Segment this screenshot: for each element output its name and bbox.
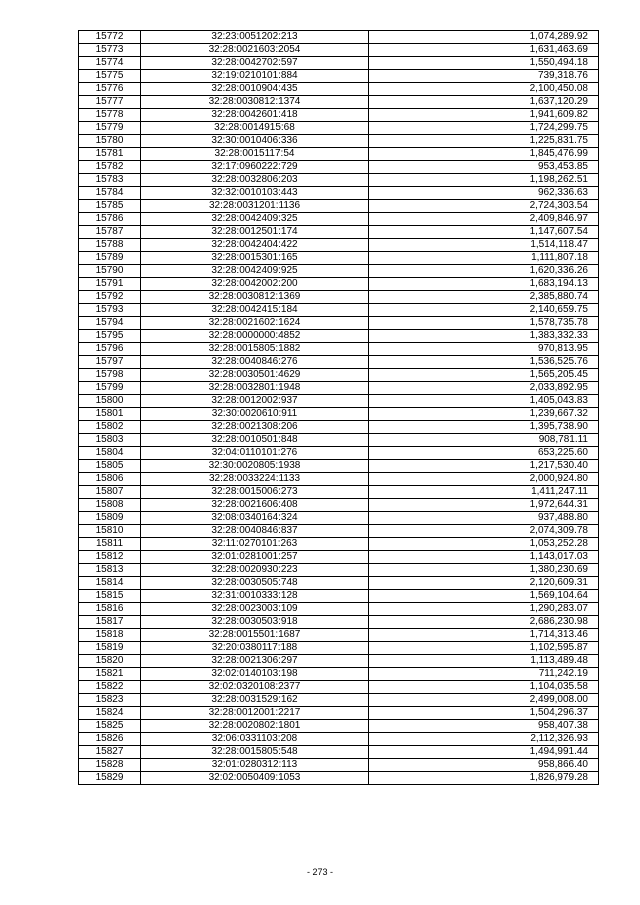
record-number-cell: 15801	[79, 408, 141, 421]
cadastral-number-cell: 32:28:0021606:408	[141, 499, 369, 512]
record-number-cell: 15794	[79, 317, 141, 330]
table-row	[79, 525, 599, 538]
amount-cell: 1,578,735.78	[369, 317, 599, 330]
amount-cell: 1,631,463.69	[369, 44, 599, 57]
cadastral-number-cell: 32:28:0015301:165	[141, 252, 369, 265]
cadastral-number-cell: 32:28:0032806:203	[141, 174, 369, 187]
table-row	[79, 226, 599, 239]
cadastral-number-cell: 32:28:0010904:435	[141, 83, 369, 96]
table-row	[79, 447, 599, 460]
table-row	[79, 434, 599, 447]
amount-cell: 1,102,595.87	[369, 642, 599, 655]
amount-cell: 1,504,296.37	[369, 707, 599, 720]
amount-cell: 1,290,283.07	[369, 603, 599, 616]
table-row	[79, 577, 599, 590]
cadastral-number-cell: 32:30:0020610:911	[141, 408, 369, 421]
cadastral-number-cell: 32:04:0110101:276	[141, 447, 369, 460]
table-row	[79, 642, 599, 655]
cadastral-number-cell: 32:28:0042409:325	[141, 213, 369, 226]
cadastral-number-cell: 32:28:0012001:2217	[141, 707, 369, 720]
record-number-cell: 15807	[79, 486, 141, 499]
record-number-cell: 15813	[79, 564, 141, 577]
cadastral-number-cell: 32:28:0032801:1948	[141, 382, 369, 395]
record-number-cell: 15795	[79, 330, 141, 343]
amount-cell: 1,683,194.13	[369, 278, 599, 291]
amount-cell: 1,143,017.03	[369, 551, 599, 564]
amount-cell: 1,147,607.54	[369, 226, 599, 239]
cadastral-number-cell: 32:28:0012002:937	[141, 395, 369, 408]
cadastral-number-cell: 32:28:0033224:1133	[141, 473, 369, 486]
amount-cell: 1,550,494.18	[369, 57, 599, 70]
record-number-cell: 15810	[79, 525, 141, 538]
record-number-cell: 15797	[79, 356, 141, 369]
record-number-cell: 15814	[79, 577, 141, 590]
table-row	[79, 213, 599, 226]
table-row	[79, 122, 599, 135]
records-table	[78, 30, 599, 785]
amount-cell: 970,813.95	[369, 343, 599, 356]
amount-cell: 1,383,332.33	[369, 330, 599, 343]
record-number-cell: 15815	[79, 590, 141, 603]
record-number-cell: 15775	[79, 70, 141, 83]
table-row	[79, 265, 599, 278]
table-row	[79, 304, 599, 317]
record-number-cell: 15822	[79, 681, 141, 694]
amount-cell: 1,053,252.28	[369, 538, 599, 551]
cadastral-number-cell: 32:28:0015501:1687	[141, 629, 369, 642]
amount-cell: 2,000,924.80	[369, 473, 599, 486]
cadastral-number-cell: 32:28:0014915:68	[141, 122, 369, 135]
cadastral-number-cell: 32:28:0010501:848	[141, 434, 369, 447]
record-number-cell: 15829	[79, 772, 141, 785]
table-row	[79, 668, 599, 681]
cadastral-number-cell: 32:28:0042601:418	[141, 109, 369, 122]
amount-cell: 711,242.19	[369, 668, 599, 681]
cadastral-number-cell: 32:28:0042002:200	[141, 278, 369, 291]
cadastral-number-cell: 32:02:0050409:1053	[141, 772, 369, 785]
record-number-cell: 15820	[79, 655, 141, 668]
table-row	[79, 551, 599, 564]
table-row	[79, 408, 599, 421]
table-row	[79, 291, 599, 304]
record-number-cell: 15804	[79, 447, 141, 460]
table-row	[79, 512, 599, 525]
amount-cell: 1,494,991.44	[369, 746, 599, 759]
record-number-cell: 15824	[79, 707, 141, 720]
record-number-cell: 15817	[79, 616, 141, 629]
table-row	[79, 733, 599, 746]
amount-cell: 1,113,489.48	[369, 655, 599, 668]
record-number-cell: 15798	[79, 369, 141, 382]
record-number-cell: 15805	[79, 460, 141, 473]
amount-cell: 958,866.40	[369, 759, 599, 772]
cadastral-number-cell: 32:02:0140103:198	[141, 668, 369, 681]
amount-cell: 1,514,118.47	[369, 239, 599, 252]
cadastral-number-cell: 32:28:0031201:1136	[141, 200, 369, 213]
record-number-cell: 15783	[79, 174, 141, 187]
table-row	[79, 772, 599, 785]
amount-cell: 1,380,230.69	[369, 564, 599, 577]
record-number-cell: 15788	[79, 239, 141, 252]
table-row	[79, 252, 599, 265]
table-row	[79, 343, 599, 356]
amount-cell: 937,488.80	[369, 512, 599, 525]
record-number-cell: 15777	[79, 96, 141, 109]
table-row	[79, 382, 599, 395]
amount-cell: 962,336.63	[369, 187, 599, 200]
amount-cell: 653,225.60	[369, 447, 599, 460]
cadastral-number-cell: 32:01:0280312:113	[141, 759, 369, 772]
amount-cell: 1,104,035.58	[369, 681, 599, 694]
record-number-cell: 15780	[79, 135, 141, 148]
record-number-cell: 15773	[79, 44, 141, 57]
table-row	[79, 473, 599, 486]
amount-cell: 2,686,230.98	[369, 616, 599, 629]
table-row	[79, 174, 599, 187]
cadastral-number-cell: 32:08:0340164:324	[141, 512, 369, 525]
amount-cell: 2,120,609.31	[369, 577, 599, 590]
amount-cell: 739,318.76	[369, 70, 599, 83]
amount-cell: 2,100,450.08	[369, 83, 599, 96]
cadastral-number-cell: 32:30:0020805:1938	[141, 460, 369, 473]
record-number-cell: 15825	[79, 720, 141, 733]
cadastral-number-cell: 32:01:0281001:257	[141, 551, 369, 564]
record-number-cell: 15776	[79, 83, 141, 96]
cadastral-number-cell: 32:11:0270101:263	[141, 538, 369, 551]
amount-cell: 1,845,476.99	[369, 148, 599, 161]
record-number-cell: 15806	[79, 473, 141, 486]
record-number-cell: 15800	[79, 395, 141, 408]
record-number-cell: 15791	[79, 278, 141, 291]
amount-cell: 1,536,525.76	[369, 356, 599, 369]
table-row	[79, 629, 599, 642]
cadastral-number-cell: 32:28:0030503:918	[141, 616, 369, 629]
record-number-cell: 15827	[79, 746, 141, 759]
record-number-cell: 15823	[79, 694, 141, 707]
table-row	[79, 590, 599, 603]
record-number-cell: 15787	[79, 226, 141, 239]
table-row	[79, 135, 599, 148]
record-number-cell: 15782	[79, 161, 141, 174]
table-row	[79, 200, 599, 213]
record-number-cell: 15803	[79, 434, 141, 447]
amount-cell: 2,074,309.78	[369, 525, 599, 538]
record-number-cell: 15808	[79, 499, 141, 512]
cadastral-number-cell: 32:28:0021306:297	[141, 655, 369, 668]
table-row	[79, 616, 599, 629]
record-number-cell: 15796	[79, 343, 141, 356]
table-row	[79, 538, 599, 551]
amount-cell: 2,499,008.00	[369, 694, 599, 707]
amount-cell: 1,198,262.51	[369, 174, 599, 187]
amount-cell: 1,074,289.92	[369, 31, 599, 44]
table-row	[79, 148, 599, 161]
cadastral-number-cell: 32:28:0030501:4629	[141, 369, 369, 382]
table-row	[79, 603, 599, 616]
amount-cell: 1,569,104.64	[369, 590, 599, 603]
record-number-cell: 15818	[79, 629, 141, 642]
cadastral-number-cell: 32:28:0030812:1369	[141, 291, 369, 304]
record-number-cell: 15793	[79, 304, 141, 317]
page-number: - 273 -	[306, 867, 333, 877]
table-row	[79, 109, 599, 122]
table-row	[79, 707, 599, 720]
record-number-cell: 15819	[79, 642, 141, 655]
cadastral-number-cell: 32:28:0040846:276	[141, 356, 369, 369]
table-row	[79, 330, 599, 343]
record-number-cell: 15809	[79, 512, 141, 525]
table-row	[79, 564, 599, 577]
cadastral-number-cell: 32:28:0042409:925	[141, 265, 369, 278]
record-number-cell: 15785	[79, 200, 141, 213]
record-number-cell: 15774	[79, 57, 141, 70]
cadastral-number-cell: 32:06:0331103:208	[141, 733, 369, 746]
amount-cell: 2,033,892.95	[369, 382, 599, 395]
cadastral-number-cell: 32:28:0031529:162	[141, 694, 369, 707]
record-number-cell: 15799	[79, 382, 141, 395]
cadastral-number-cell: 32:28:0012501:174	[141, 226, 369, 239]
cadastral-number-cell: 32:19:0210101:884	[141, 70, 369, 83]
table-row	[79, 499, 599, 512]
amount-cell: 1,405,043.83	[369, 395, 599, 408]
amount-cell: 2,140,659.75	[369, 304, 599, 317]
record-number-cell: 15779	[79, 122, 141, 135]
cadastral-number-cell: 32:17:0960222:729	[141, 161, 369, 174]
table-row	[79, 486, 599, 499]
table-row	[79, 356, 599, 369]
amount-cell: 1,217,530.40	[369, 460, 599, 473]
cadastral-number-cell: 32:28:0000000:4852	[141, 330, 369, 343]
cadastral-number-cell: 32:28:0030505:748	[141, 577, 369, 590]
table-row	[79, 681, 599, 694]
table-row	[79, 31, 599, 44]
amount-cell: 1,826,979.28	[369, 772, 599, 785]
table-row	[79, 655, 599, 668]
amount-cell: 1,225,831.75	[369, 135, 599, 148]
amount-cell: 2,385,880.74	[369, 291, 599, 304]
amount-cell: 2,724,303.54	[369, 200, 599, 213]
table-row	[79, 70, 599, 83]
amount-cell: 1,724,299.75	[369, 122, 599, 135]
amount-cell: 1,972,644.31	[369, 499, 599, 512]
cadastral-number-cell: 32:28:0015805:548	[141, 746, 369, 759]
amount-cell: 1,411,247.11	[369, 486, 599, 499]
amount-cell: 1,239,667.32	[369, 408, 599, 421]
table-row	[79, 44, 599, 57]
cadastral-number-cell: 32:28:0021308:206	[141, 421, 369, 434]
table-row	[79, 421, 599, 434]
cadastral-number-cell: 32:28:0042702:597	[141, 57, 369, 70]
cadastral-number-cell: 32:28:0015117:54	[141, 148, 369, 161]
record-number-cell: 15772	[79, 31, 141, 44]
table-row	[79, 57, 599, 70]
amount-cell: 1,111,807.18	[369, 252, 599, 265]
cadastral-number-cell: 32:28:0040846:837	[141, 525, 369, 538]
table-row	[79, 96, 599, 109]
table-row	[79, 460, 599, 473]
record-number-cell: 15786	[79, 213, 141, 226]
cadastral-number-cell: 32:30:0010406:336	[141, 135, 369, 148]
cadastral-number-cell: 32:23:0051202:213	[141, 31, 369, 44]
record-number-cell: 15826	[79, 733, 141, 746]
table-row	[79, 161, 599, 174]
cadastral-number-cell: 32:31:0010333:128	[141, 590, 369, 603]
record-number-cell: 15789	[79, 252, 141, 265]
record-number-cell: 15790	[79, 265, 141, 278]
cadastral-number-cell: 32:32:0010103:443	[141, 187, 369, 200]
cadastral-number-cell: 32:28:0030812:1374	[141, 96, 369, 109]
cadastral-number-cell: 32:02:0320108:2377	[141, 681, 369, 694]
record-number-cell: 15792	[79, 291, 141, 304]
record-number-cell: 15828	[79, 759, 141, 772]
cadastral-number-cell: 32:28:0021602:1624	[141, 317, 369, 330]
table-row	[79, 746, 599, 759]
table-row	[79, 395, 599, 408]
record-number-cell: 15802	[79, 421, 141, 434]
amount-cell: 1,637,120.29	[369, 96, 599, 109]
record-number-cell: 15784	[79, 187, 141, 200]
cadastral-number-cell: 32:28:0042415:184	[141, 304, 369, 317]
cadastral-number-cell: 32:28:0021603:2054	[141, 44, 369, 57]
cadastral-number-cell: 32:28:0015006:273	[141, 486, 369, 499]
amount-cell: 2,112,326.93	[369, 733, 599, 746]
record-number-cell: 15816	[79, 603, 141, 616]
amount-cell: 953,453.85	[369, 161, 599, 174]
record-number-cell: 15781	[79, 148, 141, 161]
record-number-cell: 15821	[79, 668, 141, 681]
amount-cell: 958,407.38	[369, 720, 599, 733]
record-number-cell: 15811	[79, 538, 141, 551]
table-row	[79, 694, 599, 707]
amount-cell: 1,620,336.26	[369, 265, 599, 278]
table-row	[79, 239, 599, 252]
cadastral-number-cell: 32:28:0020930:223	[141, 564, 369, 577]
amount-cell: 1,714,313.46	[369, 629, 599, 642]
record-number-cell: 15812	[79, 551, 141, 564]
cadastral-number-cell: 32:28:0020802:1801	[141, 720, 369, 733]
amount-cell: 1,395,738.90	[369, 421, 599, 434]
table-row	[79, 83, 599, 96]
amount-cell: 908,781.11	[369, 434, 599, 447]
amount-cell: 2,409,846.97	[369, 213, 599, 226]
record-number-cell: 15778	[79, 109, 141, 122]
cadastral-number-cell: 32:28:0015805:1882	[141, 343, 369, 356]
records-table-body	[79, 31, 599, 785]
table-row	[79, 369, 599, 382]
cadastral-number-cell: 32:28:0042404:422	[141, 239, 369, 252]
table-row	[79, 278, 599, 291]
table-row	[79, 317, 599, 330]
cadastral-number-cell: 32:28:0023003:109	[141, 603, 369, 616]
amount-cell: 1,565,205.45	[369, 369, 599, 382]
table-row	[79, 720, 599, 733]
table-row	[79, 187, 599, 200]
amount-cell: 1,941,609.82	[369, 109, 599, 122]
table-row	[79, 759, 599, 772]
cadastral-number-cell: 32:20:0380117:188	[141, 642, 369, 655]
